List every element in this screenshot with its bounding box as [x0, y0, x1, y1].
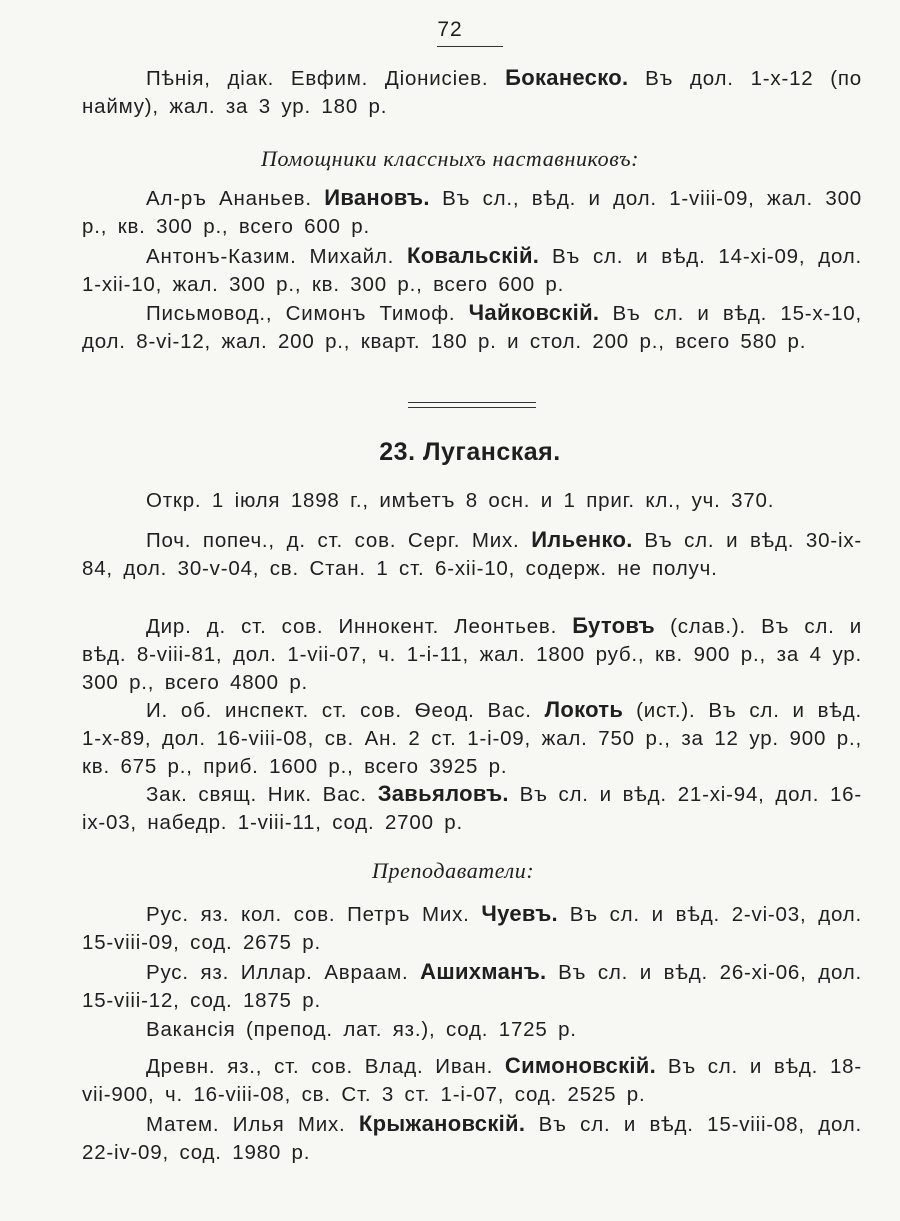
entry-text: Въ сл. и вѣд. 30-ix-84, дол. 30-v-04, св. Стан. 1 ст. 6-xii-10, содерж. не получ.: [82, 529, 862, 580]
entry-text: Въ сл. и вѣд. 15-viii-08, дол. 22-iv-09, сод. 1980 р.: [82, 1113, 862, 1164]
page-number: 72: [437, 18, 463, 41]
entry-text: Поч. попеч., д. ст. сов. Серг. Мих.: [146, 529, 532, 552]
entry-text: Древн. яз., ст. сов. Влад. Иван.: [146, 1055, 505, 1078]
entry-text: Въ сл. и вѣд. 2-vi-03, дол. 15-viii-09, сод. 2675 р.: [82, 903, 862, 954]
entry-surname: Завьяловъ.: [377, 781, 509, 806]
entry-text: Въ сл. и вѣд. 15-x-10, дол. 8-vi-12, жал. 200 р., кварт. 180 р. и стол. 200 р., всего 580 р.: [82, 302, 862, 353]
entry-text: И. об. инспект. ст. сов. Ѳеод. Вас.: [146, 699, 545, 722]
teachers-heading: Преподаватели:: [372, 858, 535, 883]
section-intro: Откр. 1 іюля 1898 г., имѣетъ 8 осн. и 1 приг. кл., уч. 370.: [146, 489, 775, 512]
entry-vacancy: [82, 1016, 862, 1044]
entry-text: Дир. д. ст. сов. Иннокент. Леонтьев.: [146, 615, 573, 638]
entry-text: Въ сл. и вѣд. 14-xi-09, дол. 1-xii-10, жал. 300 р., кв. 300 р., всего 600 р.: [82, 245, 862, 296]
entry-text: Письмовод., Симонъ Тимоф.: [146, 302, 469, 325]
entry-text: Въ сл. и вѣд. 18-vii-900, ч. 16-viii-08, св. Ст. 3 ст. 1-i-07, сод. 2525 р.: [82, 1055, 863, 1106]
entry-surname: Крыжановскій.: [358, 1111, 526, 1136]
entry-surname: Чайковскій.: [468, 300, 600, 325]
entry-text: Зак. свящ. Ник. Вас.: [146, 783, 378, 806]
entry-chaikovsky: [82, 299, 862, 356]
entry-text: Въ сл. и вѣд. 21-xi-94, дол. 16-ix-03, набедр. 1-viii-11, сод. 2700 р.: [82, 783, 863, 834]
entry-bokanesko: [82, 64, 862, 121]
entry-surname: Ковальскій.: [407, 243, 540, 268]
entry-text: Вакансія (препод. лат. яз.), сод. 1725 р.: [146, 1018, 577, 1041]
entry-surname: Симоновскій.: [504, 1053, 657, 1078]
entry-kovalsky: [82, 242, 862, 299]
entry-surname: Ильенко.: [531, 527, 633, 552]
entry-butov: [82, 612, 862, 697]
entry-zavyalov: [82, 780, 862, 837]
entry-text: Антонъ-Казим. Михайл.: [146, 245, 408, 268]
entry-ilenko: [82, 526, 862, 583]
entry-surname: Чуевъ.: [481, 901, 558, 926]
entry-text: Въ сл. и вѣд. 26-xi-06, дол. 15-viii-12, сод. 1875 р.: [82, 961, 863, 1012]
entry-ivanov: [82, 184, 862, 241]
page-number-rule: [437, 46, 503, 47]
entry-text: Матем. Илья Мих.: [146, 1113, 359, 1136]
entry-surname: Боканеско.: [505, 65, 629, 90]
section-title: 23. Луганская.: [379, 438, 561, 466]
entry-text: Пѣнія, діак. Евфим. Діонисіев.: [146, 67, 506, 90]
assistants-heading: Помощники классныхъ наставниковъ:: [260, 146, 640, 171]
entry-text: (слав.). Въ сл. и вѣд. 8-viii-81, дол. 1-vii-07, ч. 1-i-11, жал. 1800 руб., кв. 900 р., за 4 ур. 300 р., всего 4800 р.: [82, 615, 862, 694]
entry-text: Рус. яз. Иллар. Авраам.: [146, 961, 421, 984]
entry-simonovsky: [82, 1052, 862, 1109]
entry-surname: Ашихманъ.: [420, 959, 547, 984]
entry-chuev: [82, 900, 862, 957]
entry-surname: Локоть: [544, 697, 624, 722]
entry-text: (ист.). Въ сл. и вѣд. 1-x-89, дол. 16-viii-08, св. Ан. 2 ст. 1-i-09, жал. 750 р., за 12 ур. 900 р., кв. 675 р., приб. 1600 р., всего 3925 р.: [82, 699, 862, 778]
entry-text: Въ сл., вѣд. и дол. 1-viii-09, жал. 300 р., кв. 300 р., всего 600 р.: [82, 187, 863, 238]
entry-lokot: [82, 696, 862, 781]
entry-kryzhanovsky: [82, 1110, 862, 1167]
entry-surname: Ивановъ.: [324, 185, 430, 210]
entry-surname: Бутовъ: [572, 613, 655, 638]
entry-text: Рус. яз. кол. сов. Петръ Мих.: [146, 903, 482, 926]
entry-text: Въ дол. 1-x-12 (по найму), жал. за 3 ур. 180 р.: [82, 67, 862, 118]
entry-text: Ал-ръ Ананьев.: [146, 187, 325, 210]
section-divider: [408, 402, 536, 408]
entry-ashikhman: [82, 958, 862, 1015]
